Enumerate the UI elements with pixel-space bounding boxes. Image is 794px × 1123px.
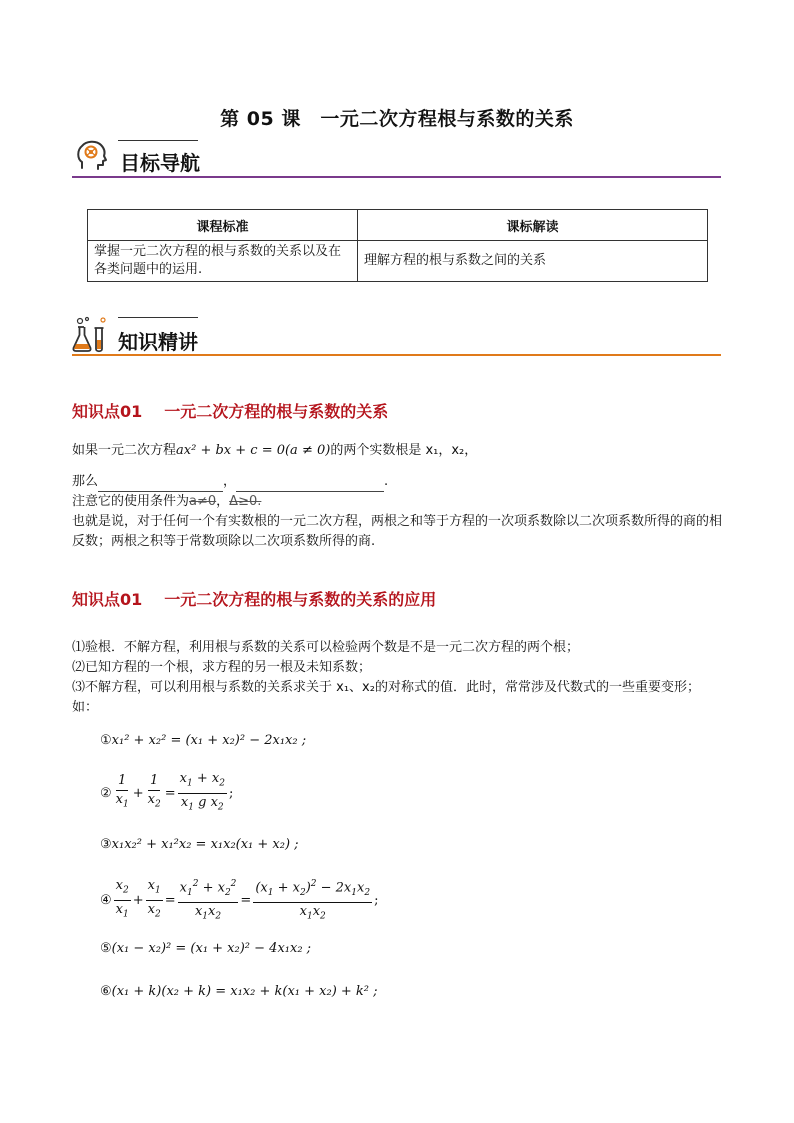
kp-title: 一元二次方程的根与系数的关系的应用 <box>164 590 437 609</box>
fraction: $\frac{x_1 + x_2}{x_1 g x_2}$ <box>179 771 225 813</box>
list-item: ⑵已知方程的一个根，求方程的另一根及未知系数； <box>72 660 372 675</box>
formula-1 <box>100 733 306 748</box>
fraction: $\frac{1}{x_1}$ <box>115 773 129 810</box>
table-header-row <box>88 210 708 241</box>
condition-delta: Δ≥0. <box>229 494 262 509</box>
fraction: $\frac{x_1}{x_2}$ <box>147 878 161 920</box>
formula-end: ; <box>228 785 234 801</box>
formula-text: (x₁ − x₂)² = (x₁ + x₂)² − 4x₁x₂ ; <box>111 941 312 956</box>
kp1-paragraph: 也就是说，对于任何一个有实数根的一元二次方程，两根之和等于方程的一次项系数除以二次项系数所得的商的相反数；两根之积等于常数项除以二次项系数所得的商. <box>72 514 723 549</box>
kp1-line3-sep: ， <box>216 494 230 509</box>
fraction: $\frac{x_2}{x_1}$ <box>115 878 129 920</box>
formula-number: ⑥ <box>100 984 112 999</box>
kp1-line2 <box>72 471 388 492</box>
table-cell: 掌握一元二次方程的根与系数的关系以及在各类问题中的运用. <box>88 241 358 282</box>
formula-number: ⑤ <box>100 941 112 956</box>
page-title: 第 05 课 一元二次方程根与系数的关系 <box>220 108 574 130</box>
kp1-line3-pre: 注意它的使用条件为 <box>72 494 190 509</box>
kp1-line1-post: 的两个实数根是 x₁，x₂， <box>330 443 478 458</box>
fraction: $\frac{1}{x_2}$ <box>147 773 161 810</box>
condition-a: a≠0 <box>189 494 217 509</box>
section-underline <box>118 317 198 318</box>
section-rule <box>72 354 721 356</box>
table-row <box>88 241 708 282</box>
formula-number: ② <box>100 785 112 801</box>
section-title-goals: 目标导航 <box>120 151 200 175</box>
fraction: $\frac{x_1^2 + x_2^2}{x_1x_2}$ <box>178 876 239 925</box>
kp1-line2-mid: ， <box>223 474 237 489</box>
list-item: ⑴验根．不解方程，利用根与系数的关系可以检验两个数是不是一元二次方程的两个根； <box>72 640 580 655</box>
section-underline <box>118 140 198 141</box>
application-list <box>72 638 722 718</box>
standards-table <box>87 209 708 282</box>
flask-icon <box>72 316 112 354</box>
fill-blank <box>236 471 384 492</box>
knowledge-point-heading <box>72 587 436 610</box>
list-item: ⑶不解方程，可以利用根与系数的关系求关于 x₁、x₂的对称式的值．此时，常常涉及代数式的一些重要变形；如： <box>72 680 700 715</box>
fraction: $\frac{(x_1 + x_2)^2 - 2x_1x_2}{x_1x_2}$ <box>253 876 372 925</box>
head-gears-icon <box>74 138 110 174</box>
formula-end: ; <box>374 892 379 908</box>
formula-2: ② $\frac{1}{x_1}$ + $\frac{1}{x_2}$ = $\frac{x_1 + x_2}{x_1 g x_2}$ ; <box>100 771 233 815</box>
kp1-line1 <box>72 441 477 461</box>
formula-text: x₁x₂² + x₁²x₂ = x₁x₂(x₁ + x₂) ; <box>111 837 299 852</box>
formula-5 <box>100 941 311 956</box>
kp1-line2-pre: 那么 <box>72 474 99 489</box>
section-title-knowledge: 知识精讲 <box>118 330 198 354</box>
quadratic-equation: ax² + bx + c = 0(a ≠ 0) <box>176 443 331 458</box>
kp-label: 知识点01 <box>72 402 143 421</box>
formula-text: x₁² + x₂² = (x₁ + x₂)² − 2x₁x₂ ; <box>111 733 307 748</box>
table-header: 课程标准 <box>88 210 358 241</box>
formula-text: (x₁ + k)(x₂ + k) = x₁x₂ + k(x₁ + x₂) + k² ; <box>111 984 378 999</box>
formula-number: ④ <box>100 892 112 908</box>
table-header: 课标解读 <box>358 210 708 241</box>
formula-3 <box>100 837 299 852</box>
table-cell: 理解方程的根与系数之间的关系 <box>358 241 708 282</box>
fill-blank <box>98 471 223 492</box>
kp1-line1-pre: 如果一元二次方程 <box>72 443 177 458</box>
knowledge-point-heading <box>72 399 388 422</box>
formula-4: ④ $\frac{x_2}{x_1}$ + $\frac{x_1}{x_2}$ = $\frac{x_1^2 + x_2^2}{x_1x_2}$ = $\frac{(x_1 + x_2)^2 - 2x_1x_2}{x_1x_2}$ ; <box>100 876 378 925</box>
formula-6 <box>100 984 378 999</box>
kp1-line2-end: . <box>384 474 389 489</box>
section-rule <box>72 176 721 178</box>
formula-number: ① <box>100 733 112 748</box>
kp-title: 一元二次方程的根与系数的关系 <box>164 402 389 421</box>
kp-label: 知识点01 <box>72 590 143 609</box>
formula-number: ③ <box>100 837 112 852</box>
kp1-line3 <box>72 492 361 512</box>
